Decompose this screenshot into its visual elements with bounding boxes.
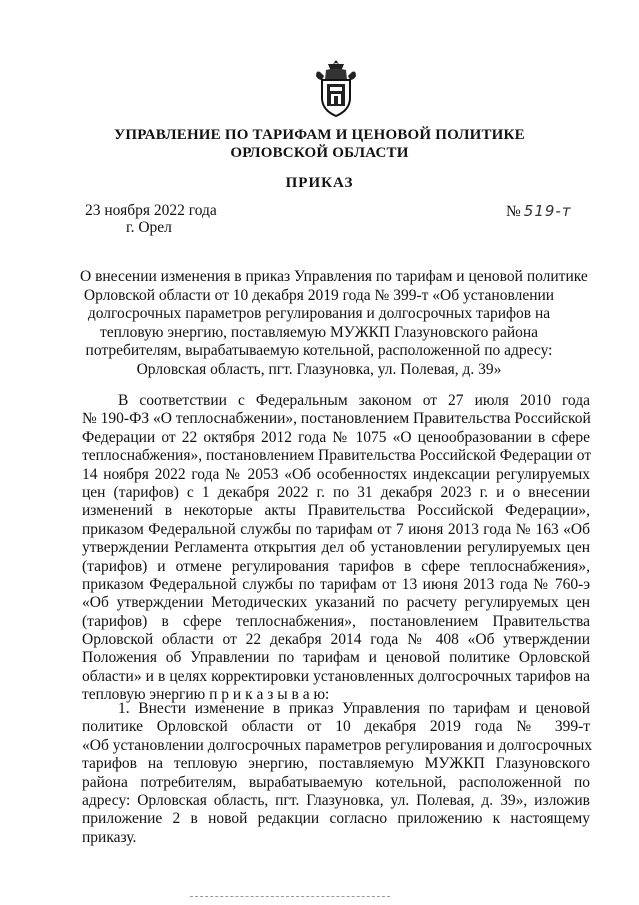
paragraph-line: 14 ноября 2022 года № 2053 «Об особенностях индексации регулируемых: [82, 465, 590, 483]
paragraph-line: района потребителям, вырабатываемую котельной, расположенной по: [82, 773, 590, 791]
subject-line: О внесении изменения в приказ Управления по тарифам и ценовой политике: [80, 268, 588, 285]
organization-name: [0, 126, 639, 162]
document-date: 23 ноября 2022 года: [85, 202, 217, 219]
paragraph-line: Федерации от 22 октября 2012 года № 1075 «О ценообразовании в сфере: [82, 428, 590, 446]
document-number: [506, 202, 572, 221]
paragraph-line: тепловую энергию п р и к а з ы в а ю:: [82, 686, 330, 704]
paragraph-line: утверждении Регламента открытия дел об установлении регулируемых цен: [82, 539, 590, 557]
paragraph-line: области» и в целях корректировки установленных долгосрочных тарифов на: [82, 667, 590, 685]
paragraph-line: приложение 2 в новой редакции согласно приложению к настоящему: [82, 810, 590, 828]
order-subject: [80, 268, 588, 380]
paragraph-line: 1. Внести изменение в приказ Управления по тарифам и ценовой: [118, 700, 590, 717]
paragraph-line: адресу: Орловская область, пгт. Глазуновка, ул. Полевая, д. 39», изложив: [82, 791, 590, 809]
preamble-paragraph: [82, 392, 590, 705]
scan-edge-mark: [190, 896, 390, 899]
subject-line: Орловской области от 10 декабря 2019 года № 399-т «Об установлении: [83, 286, 555, 304]
document-city: г. Орел: [126, 219, 172, 236]
paragraph-line: Положения об Управлении по тарифам и ценовой политике Орловской: [82, 649, 590, 667]
number-prefix: №: [506, 203, 521, 220]
document-type-title: ПРИКАЗ: [285, 175, 354, 191]
subject-line: потребителям, вырабатываемую котельной, расположенной по адресу:: [85, 342, 553, 360]
paragraph-line: (тарифов) в сфере теплоснабжения», постановлением Правительства: [82, 612, 590, 630]
paragraph-line: В соответствии с Федеральным законом от 27 июля 2010 года: [118, 392, 590, 409]
paragraph-line: «Об установлении долгосрочных параметров регулирования и долгосрочных: [82, 736, 593, 754]
subject-line: долгосрочных параметров регулирования и долгосрочных тарифов на: [87, 305, 551, 323]
paragraph-line: приказу.: [82, 828, 137, 846]
paragraph-line: тарифов на тепловую энергию, поставляемую МУЖКП Глазуновского: [82, 755, 590, 773]
paragraph-line: изменений в некоторые акты Правительства Российской Федерации»,: [82, 502, 590, 520]
paragraph-line: приказом Федеральной службы по тарифам от 7 июня 2013 года № 163 «Об: [82, 520, 590, 538]
clause-1-paragraph: [82, 700, 593, 847]
number-value: 519-т: [523, 202, 572, 220]
coat-of-arms-emblem: [314, 58, 358, 118]
organization-name-line2: ОРЛОВСКОЙ ОБЛАСТИ: [230, 145, 409, 161]
paragraph-line: «Об утверждении Методических указаний по расчету регулируемых цен: [82, 594, 590, 612]
paragraph-line: Орловской области от 22 декабря 2014 года № 408 «Об утверждении: [82, 631, 590, 649]
paragraph-line: приказом Федеральной службы по тарифам от 13 июня 2013 года № 760-э: [82, 575, 590, 593]
paragraph-line: политике Орловской области от 10 декабря 2019 года № 399-т: [82, 718, 590, 736]
subject-line: Орловская область, пгт. Глазуновка, ул. Полевая, д. 39»: [136, 360, 502, 378]
paragraph-line: цен (тарифов) с 1 декабря 2022 г. по 31 декабря 2023 г. и о внесении: [82, 483, 590, 501]
paragraph-line: (тарифов) и отмене регулирования тарифов в сфере теплоснабжения»,: [82, 557, 590, 575]
subject-line: тепловую энергию, поставляемую МУЖКП Глазуновского района: [99, 323, 539, 341]
paragraph-line: теплоснабжения», постановлением Правительства Российской Федерации от: [82, 447, 592, 465]
paragraph-line: № 190-ФЗ «О теплоснабжении», постановлением Правительства Российской: [82, 410, 591, 428]
organization-name-line1: УПРАВЛЕНИЕ ПО ТАРИФАМ И ЦЕНОВОЙ ПОЛИТИКЕ: [114, 127, 525, 143]
